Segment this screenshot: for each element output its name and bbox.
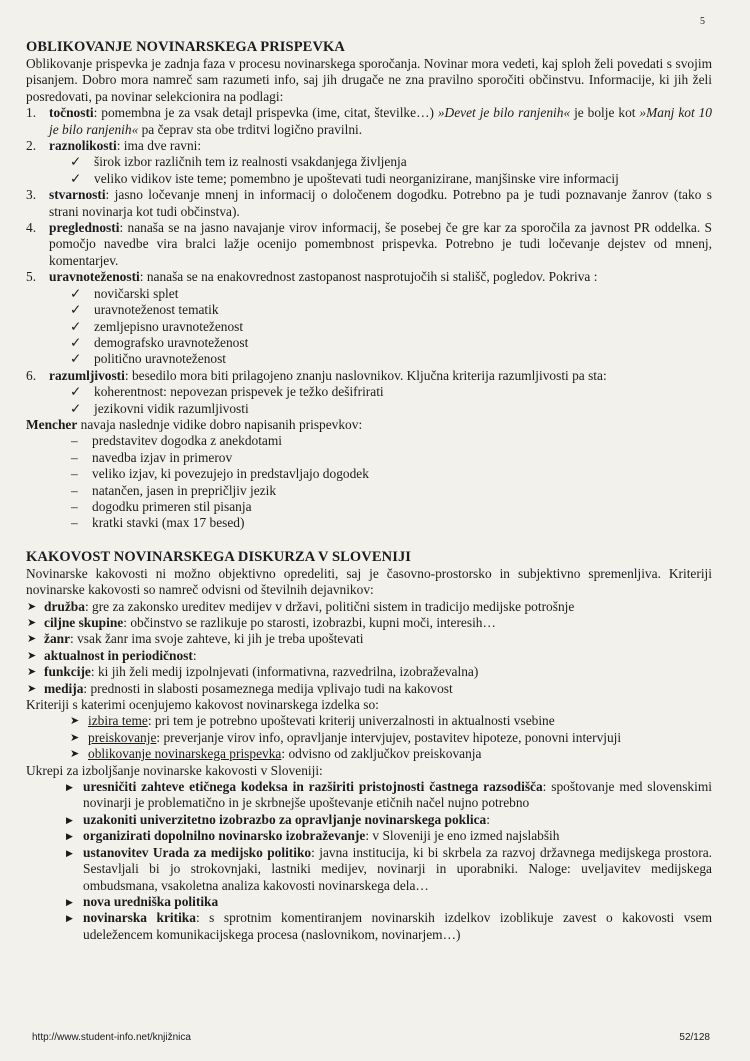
check-icon: ✓ (70, 154, 82, 170)
list-item: – natančen, jasen in prepričljiv jezik (71, 482, 277, 498)
criteria-list (26, 713, 712, 762)
list-item: 6. razumljivosti: besedilo mora biti prilagojeno znanju naslovnikov. Ključna kriterija razumljivosti pa sta: (26, 367, 607, 383)
list-item: 2. raznolikosti: ima dve ravni: (26, 138, 202, 154)
list-item: ✓ zemljepisno uravnoteženost (70, 318, 244, 334)
list-item: ✓ veliko vidikov iste teme; pomembno je upoštevati tudi neorganizirane, manjšinske vire informacij (70, 170, 619, 186)
term: razumljivosti (49, 367, 125, 383)
arrow-right-icon: ➤ (70, 731, 80, 744)
footer-page-count: 52/128 (679, 1032, 710, 1043)
list-item: ▶ nova uredniška politika (66, 893, 219, 909)
arrow-right-icon: ➤ (27, 666, 37, 679)
term: uravnoteženosti (49, 269, 140, 285)
list-item: ➤ funkcije: ki jih želi medij izpolnjevati (informativna, razvedrilna, izobraževalna) (27, 664, 479, 680)
measures-list (26, 779, 712, 943)
list-item: 1. točnosti: pomembna je za vsak detajl prispevka (ime, citat, številke…) »Devet je bilo ranjenih« je bolje kot »Manj kot 10 je bilo ranjenih« pa čeprav sta obe trditvi logično pravilni. (26, 105, 712, 137)
list-item: ➤ žanr: vsak žanr ima svoje zahteve, ki jih je treba upoštevati (27, 631, 364, 647)
triangle-right-icon: ▶ (66, 814, 73, 825)
triangle-right-icon: ▶ (66, 913, 73, 924)
list-item: – dogodku primeren stil pisanja (71, 498, 252, 514)
criteria-intro: Kriteriji s katerimi ocenjujemo kakovost novinarskega izdelka so: (26, 697, 379, 713)
page-number: 5 (700, 16, 705, 27)
arrow-right-icon: ➤ (27, 682, 37, 695)
list-item: ▶ novinarska kritika: s sprotnim komentiranjem novinarskih izdelkov izoblikuje zavest o kakovosti vsem udeležencem komunikacijskega procesa (naslovnikom, novinarjem…) (66, 910, 713, 942)
term: točnosti (49, 105, 94, 121)
triangle-right-icon: ▶ (66, 831, 73, 842)
arrow-right-icon: ➤ (27, 617, 37, 629)
mencher-list (26, 433, 712, 531)
check-icon: ✓ (70, 170, 82, 186)
list-item: ✓ širok izbor različnih tem iz realnosti vsakdanjega življenja (70, 154, 407, 170)
list-item: ➤ preiskovanje: preverjanje virov info, opravljanje intervjujev, postavitev hipoteze, ponovni intervjuji (70, 729, 622, 745)
list-item: 3. stvarnosti: jasno ločevanje mnenj in informacij o določenem dogodku. Potrebno pa je tudi poznavanje žanrov (tako s strani novinarja kot tudi občinstva). (26, 187, 712, 219)
arrow-right-icon: ➤ (27, 633, 37, 646)
list-item: ✓ demografsko uravnoteženost (70, 334, 249, 350)
check-icon: ✓ (70, 400, 82, 416)
check-icon: ✓ (70, 302, 82, 318)
list-item: – kratki stavki (max 17 besed) (71, 515, 245, 531)
list-item: – navedba izjav in primerov (71, 449, 233, 465)
uravnotezenost-sublist (26, 286, 712, 368)
check-icon: ✓ (70, 285, 82, 301)
footer-url[interactable]: http://www.student-info.net/knjižnica (32, 1032, 191, 1043)
term: stvarnosti (49, 187, 106, 203)
list-item: – predstavitev dogodka z anekdotami (71, 433, 283, 449)
term: preglednosti (49, 220, 120, 236)
arrow-right-icon: ➤ (70, 715, 80, 728)
list-item: ▶ ustanovitev Urada za medijsko politiko: javna institucija, ki bi skrbela za razvoj državnega medijskega prostora. Sestavljali bi jo strokovnjaki, lastniki medijev, novinarji in uporabniki. Naloge: uveljavitev medijskega ombudsmana, vsakoletna analiza kakovosti novinarskega dela… (66, 844, 713, 893)
raznolikost-sublist (26, 154, 712, 187)
arrow-right-icon: ➤ (27, 649, 37, 662)
list-item: ▶ uresničiti zahteve etičnega kodeksa in razširiti pristojnosti častnega razsodišča: spoštovanje med slovenskimi novinarji je problematično in je skrbnejše upoštevanje etičnih načel nujno potrebno (66, 779, 712, 811)
list-item: – veliko izjav, ki povezujejo in predstavljajo dogodek (71, 466, 369, 482)
term: raznolikosti (49, 138, 117, 154)
selection-criteria-list (26, 105, 712, 154)
check-icon: ✓ (70, 318, 82, 334)
list-item: ✓ koherentnost: nepovezan prispevek je težko dešifrirati (70, 384, 384, 400)
triangle-right-icon: ▶ (66, 847, 73, 858)
list-item: ➤ družba: gre za zakonsko ureditev medijev v državi, politični sistem in tradicijo medijske potrošnje (27, 598, 575, 614)
section2-intro: Novinarske kakovosti ni možno objektivno opredeliti, saj je časovno-prostorsko in subjektivno spremenljiva. Kriteriji novinarske kakovosti so namreč odvisni od številnih dejavnikov: (26, 565, 712, 598)
list-item: ➤ ciljne skupine: občinstvo se razlikuje po starosti, izobrazbi, kupni moči, interesih… (27, 615, 496, 630)
list-item: ➤ medija: prednosti in slabosti posameznega medija vplivajo tudi na kakovost (27, 680, 453, 696)
section-heading-kakovost: KAKOVOST NOVINARSKEGA DISKURZA V SLOVENIJI (26, 548, 412, 565)
list-item: ✓ novičarski splet (70, 285, 179, 301)
check-icon: ✓ (70, 351, 82, 367)
check-icon: ✓ (70, 384, 82, 400)
list-item: ➤ oblikovanje novinarskega prispevka: odvisno od zaključkov preiskovanja (70, 746, 482, 762)
section1-intro: Oblikovanje prispevka je zadnja faza v procesu novinarskega sporočanja. Novinar mora vedeti, kaj sploh želi povedati s svojim pisanjem. Dobro mora namreč sam razumeti info, saj jih drugače ne zna pravilno sporočiti občinstvu. Informacije, ki jih želi posredovati, pa novinar selekcionira na podlagi: (26, 56, 712, 104)
list-item: ▶ uzakoniti univerzitetno izobrazbo za opravljanje novinarskega poklica: (66, 811, 490, 827)
measures-intro: Ukrepi za izboljšanje novinarske kakovosti v Sloveniji: (26, 762, 323, 778)
list-item: ➤ izbira teme: pri tem je potrebno upoštevati kriterij univerzalnosti in aktualnosti vsebine (70, 713, 555, 729)
triangle-right-icon: ▶ (66, 896, 73, 907)
arrow-right-icon: ➤ (27, 600, 37, 613)
list-item: 4. preglednosti: nanaša se na jasno navajanje virov informacij, še posebej če gre kar za sporočila za javnost PR oddelka. S pomočjo navedbe vira bralci lažje ocenijo pomembnost prispevka. Potrebno je tudi ločevanje dejstev od mnenj, komentarjev. (26, 220, 712, 268)
section-heading-oblikovanje: OBLIKOVANJE NOVINARSKEGA PRISPEVKA (26, 39, 345, 55)
list-item: ➤ aktualnost in periodičnost: (27, 647, 197, 663)
check-icon: ✓ (70, 334, 82, 350)
razumljivost-sublist (26, 384, 712, 417)
list-item: ✓ politično uravnoteženost (70, 351, 227, 367)
page-footer (32, 1032, 710, 1043)
list-item: 5. uravnoteženosti: nanaša se na enakovrednost zastopanost nasprotujočih si stališč, pogledov. Pokriva : (26, 269, 598, 285)
factors-list (26, 599, 712, 697)
triangle-right-icon: ▶ (66, 782, 73, 793)
list-item: ✓ uravnoteženost tematik (70, 302, 219, 318)
arrow-right-icon: ➤ (70, 748, 80, 761)
mencher-intro: Mencher navaja naslednje vidike dobro napisanih prispevkov: (26, 416, 363, 432)
list-item: ▶ organizirati dopolnilno novinarsko izobraževanje: v Sloveniji je eno izmed najslabših (66, 828, 560, 844)
list-item: ✓ jezikovni vidik razumljivosti (70, 400, 249, 416)
